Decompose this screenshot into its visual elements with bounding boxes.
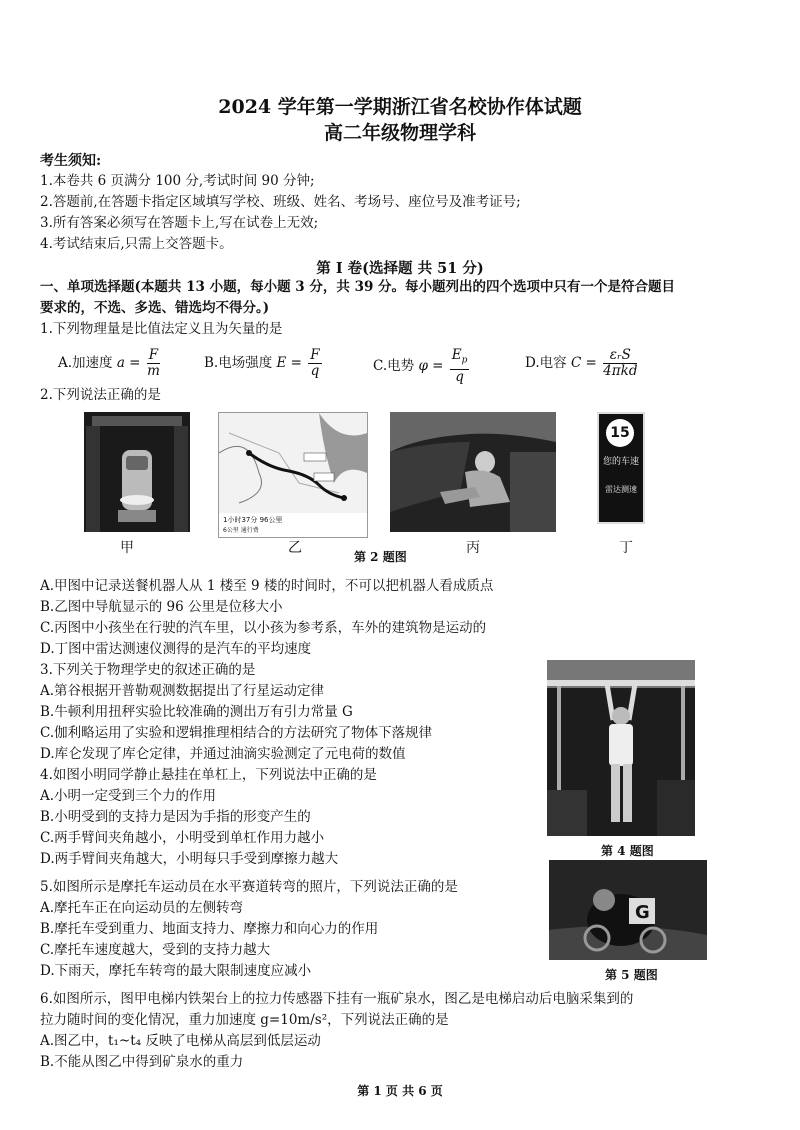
notice-item: 1.本卷共 6 页满分 100 分,考试时间 90 分钟;	[40, 173, 315, 189]
q1-c-num-sub: p	[461, 355, 468, 366]
q1-option-a	[58, 348, 162, 379]
q2-figure-jia	[84, 412, 190, 532]
motorcycle-photo	[549, 860, 707, 960]
q2-stem: 2.下列说法正确的是	[40, 387, 161, 403]
q2-figure-ding	[597, 412, 645, 524]
q4-stem: 4.如图小明同学静止悬挂在单杠上，下列说法中正确的是	[40, 767, 377, 783]
q2-label-yi: 乙	[288, 540, 302, 556]
sign-radar-text: 雷达测速	[605, 485, 637, 494]
map-fee-text: 6公里 通行费	[223, 527, 259, 534]
q3-option-d: D.库仑发现了库仑定律，并通过油滴实验测定了元电荷的数值	[40, 746, 406, 762]
q1-b-lhs: E =	[276, 355, 302, 371]
q2-figure-bing	[390, 412, 556, 532]
q1-d-num: εᵣS	[603, 348, 637, 364]
q5-option-b: B.摩托车受到重力、地面支持力、摩擦力和向心力的作用	[40, 921, 379, 937]
q3-stem: 3.下列关于物理学史的叙述正确的是	[40, 662, 256, 678]
q2-option-c: C.丙图中小孩坐在行驶的汽车里，以小孩为参考系，车外的建筑物是运动的	[40, 620, 487, 636]
q1-option-c	[373, 348, 471, 385]
q1-d-lhs: C =	[570, 355, 597, 371]
q2-label-ding: 丁	[619, 540, 633, 556]
map-duration-text: 1小时37分 96公里	[223, 516, 283, 524]
notice-heading: 考生须知:	[40, 153, 102, 169]
q4-caption: 第 4 题图	[601, 844, 654, 858]
q4-figure	[547, 660, 695, 836]
q6-stem: 6.如图所示，图甲电梯内铁架台上的拉力传感器下挂有一瓶矿泉水，图乙是电梯启动后电脑采集到的	[40, 991, 634, 1007]
section-instructions: 一、单项选择题(本题共 13 小题，每小题 3 分，共 39 分。每小题列出的四个选项中只有一个是符合题目	[40, 279, 676, 295]
q5-stem: 5.如图所示是摩托车运动员在水平赛道转弯的照片，下列说法正确的是	[40, 879, 458, 895]
q1-a-fraction	[147, 348, 160, 379]
q4-option-d: D.两手臂间夹角越大，小明每只手受到摩擦力越大	[40, 851, 339, 867]
notice-item: 4.考试结束后,只需上交答题卡。	[40, 236, 233, 252]
q1-c-label: C.电势	[373, 357, 415, 374]
q4-option-b: B.小明受到的支持力是因为手指的形变产生的	[40, 809, 311, 825]
notice-item: 2.答题前,在答题卡指定区域填写学校、班级、姓名、考场号、座位号及准考证号;	[40, 194, 521, 210]
q2-label-jia: 甲	[120, 540, 134, 556]
q4-option-a: A.小明一定受到三个力的作用	[40, 788, 217, 804]
q5-figure	[549, 860, 707, 960]
svg-text:G: G	[635, 902, 650, 923]
q1-c-den: q	[455, 368, 464, 385]
q1-b-fraction	[308, 348, 321, 379]
q2-caption: 第 2 题图	[354, 550, 407, 564]
exam-title: 2024 学年第一学期浙江省名校协作体试题	[218, 96, 582, 118]
q2-option-d: D.丁图中雷达测速仪测得的是汽车的平均速度	[40, 641, 312, 657]
q1-a-num: F	[148, 347, 159, 363]
q1-a-lhs: a =	[116, 355, 141, 371]
q1-option-b	[204, 348, 324, 379]
q3-option-a: A.第谷根据开普勒观测数据提出了行星运动定律	[40, 683, 325, 699]
q2-label-bing: 丙	[466, 540, 480, 556]
pullup-photo	[547, 660, 695, 836]
notice-item: 3.所有答案必须写在答题卡上,写在试卷上无效;	[40, 215, 319, 231]
robot-photo	[84, 412, 190, 532]
q1-b-num: F	[310, 347, 320, 363]
section-instructions-cont: 要求的，不选、多选、错选均不得分。)	[40, 300, 270, 316]
q1-d-label: D.电容	[525, 355, 567, 371]
page-footer: 第 1 页 共 6 页	[357, 1084, 443, 1098]
car-photo	[390, 412, 556, 532]
q6-option-a: A.图乙中，t₁~t₄ 反映了电梯从高层到低层运动	[40, 1033, 321, 1049]
q1-d-fraction	[603, 348, 637, 379]
q3-option-c: C.伽利略运用了实验和逻辑推理相结合的方法研究了物体下落规律	[40, 725, 433, 741]
q4-option-c: C.两手臂间夹角越小，小明受到单杠作用力越小	[40, 830, 325, 846]
q1-d-den: 4πkd	[603, 363, 638, 379]
q5-caption: 第 5 题图	[605, 968, 658, 982]
q1-a-label: A.加速度	[58, 355, 113, 371]
q1-b-label: B.电场强度	[204, 355, 273, 371]
section-title: 第 I 卷(选择题 共 51 分)	[316, 260, 484, 277]
q3-option-b: B.牛顿利用扭秤实验比较准确的测出万有引力常量 G	[40, 704, 353, 720]
q1-b-den: q	[310, 363, 320, 379]
q2-option-a: A.甲图中记录送餐机器人从 1 楼至 9 楼的时间时，不可以把机器人看成质点	[40, 578, 494, 594]
q1-a-den: m	[147, 363, 160, 379]
q6-stem-cont: 拉力随时间的变化情况，重力加速度 g=10m/s²，下列说法正确的是	[40, 1012, 449, 1028]
q1-c-lhs: φ =	[418, 357, 444, 374]
q1-c-num-main: E	[451, 347, 462, 363]
q1-option-d	[525, 348, 639, 379]
q2-option-b: B.乙图中导航显示的 96 公里是位移大小	[40, 599, 283, 615]
sign-speed-text: 您的车速	[602, 457, 639, 467]
q1-c-num	[450, 348, 470, 370]
q5-option-c: C.摩托车速度越大，受到的支持力越大	[40, 942, 271, 958]
q5-option-a: A.摩托车正在向运动员的左侧转弯	[40, 900, 244, 916]
q1-c-fraction	[450, 348, 470, 385]
q5-option-d: D.下雨天，摩托车转弯的最大限制速度应减小	[40, 963, 312, 979]
sign-speed-number: 15	[606, 419, 634, 447]
q2-figure-yi	[218, 412, 368, 538]
q1-stem: 1.下列物理量是比值法定义且为矢量的是	[40, 321, 283, 337]
q6-option-b: B.不能从图乙中得到矿泉水的重力	[40, 1054, 244, 1070]
exam-subtitle: 高二年级物理学科	[323, 122, 476, 144]
